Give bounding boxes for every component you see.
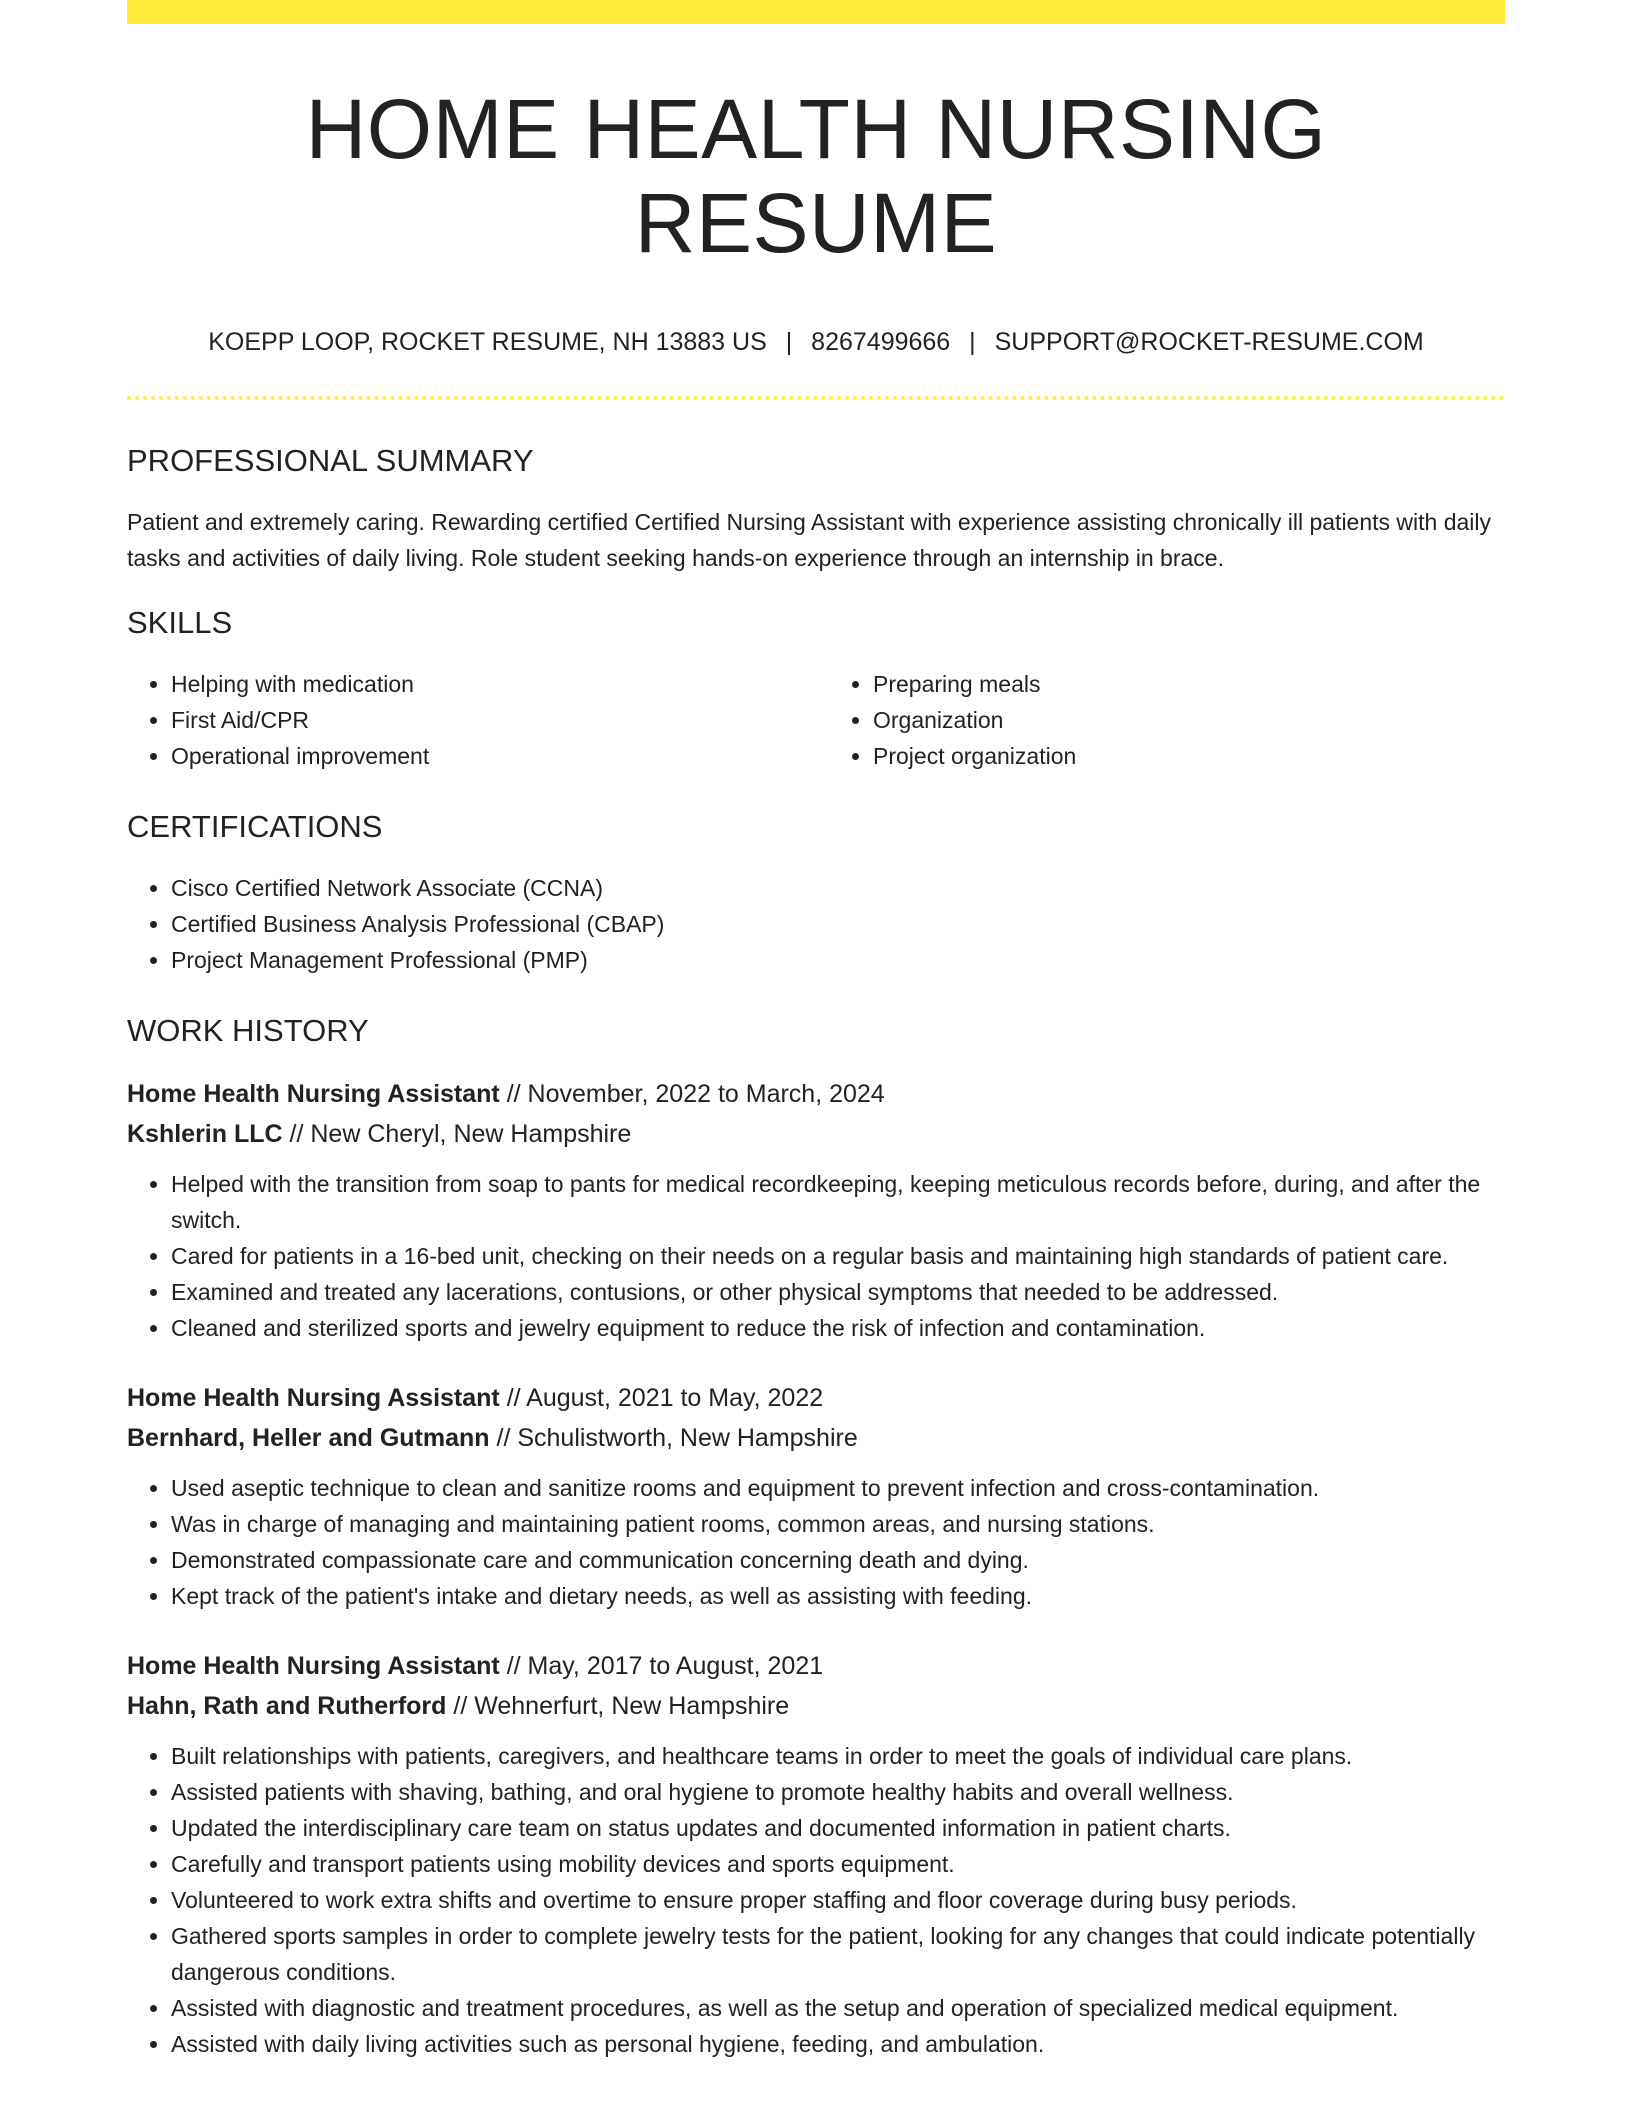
job-location: // Schulistworth, New Hampshire: [489, 1424, 858, 1452]
job-dates: // August, 2021 to May, 2022: [499, 1384, 824, 1412]
skill-item: • Helping with medication: [171, 666, 803, 702]
job-location: // Wehnerfurt, New Hampshire: [446, 1692, 790, 1720]
job-bullets: [127, 1738, 1505, 2062]
job-title-line: [127, 1074, 1505, 1114]
job-bullet: • Assisted with daily living activities such as personal hygiene, feeding, and ambulation.: [171, 2026, 1505, 2062]
contact-separator: |: [785, 328, 793, 356]
job-bullet: • Was in charge of managing and maintaining patient rooms, common areas, and nursing stations.: [171, 1506, 1505, 1542]
work-history-section: [127, 1012, 1505, 2062]
job-bullet: • Demonstrated compassionate care and communication concerning death and dying.: [171, 1542, 1505, 1578]
contact-separator: |: [969, 328, 976, 356]
skill-item: • First Aid/CPR: [171, 702, 803, 738]
contact-line: [127, 326, 1505, 358]
section-title-summary: PROFESSIONAL SUMMARY: [127, 443, 534, 478]
job-role: Home Health Nursing Assistant: [127, 1652, 500, 1680]
job-bullet: • Used aseptic technique to clean and sanitize rooms and equipment to prevent infection and cross-contamination.: [171, 1470, 1505, 1506]
job-bullet: • Cleaned and sterilized sports and jewelry equipment to reduce the risk of infection and contamination.: [171, 1310, 1505, 1346]
job-company-line: [127, 1686, 1505, 1726]
job-title-line: [127, 1646, 1505, 1686]
job-bullets: [127, 1166, 1505, 1346]
contact-phone: 8267499666: [811, 328, 951, 356]
job-bullet: • Assisted with diagnostic and treatment procedures, as well as the setup and operation of specialized medical equipment.: [171, 1990, 1505, 2026]
job-bullet: • Assisted patients with shaving, bathing, and oral hygiene to promote healthy habits and overall wellness.: [171, 1774, 1505, 1810]
resume-title: HOME HEALTH NURSING RESUME: [305, 82, 1327, 270]
job-bullet: • Carefully and transport patients using mobility devices and sports equipment.: [171, 1846, 1505, 1882]
certifications-section: [127, 808, 1505, 978]
job-bullet: • Examined and treated any lacerations, contusions, or other physical symptoms that needed to be addressed.: [171, 1274, 1505, 1310]
job-bullet: • Built relationships with patients, caregivers, and healthcare teams in order to meet the goals of individual care plans.: [171, 1738, 1505, 1774]
job-dates: // May, 2017 to August, 2021: [499, 1652, 824, 1680]
skills-column-left: [127, 666, 803, 774]
professional-summary-section: [127, 442, 1505, 576]
job-role: Home Health Nursing Assistant: [127, 1080, 500, 1108]
job-company: Hahn, Rath and Rutherford: [127, 1692, 447, 1720]
job-entry-3: [127, 1646, 1505, 2062]
job-bullet: • Kept track of the patient's intake and dietary needs, as well as assisting with feeding.: [171, 1578, 1505, 1614]
dotted-divider: [127, 396, 1505, 400]
certification-item: • Project Management Professional (PMP): [171, 942, 1505, 978]
skill-item: • Organization: [873, 702, 1505, 738]
job-bullet: • Helped with the transition from soap to pants for medical recordkeeping, keeping meticulous records before, during, and after the switch.: [171, 1166, 1505, 1238]
job-entry-1: [127, 1074, 1505, 1346]
job-company-line: [127, 1418, 1505, 1458]
job-bullets: [127, 1470, 1505, 1614]
skills-section: [127, 604, 1505, 774]
summary-text: Patient and extremely caring. Rewarding certified Certified Nursing Assistant with experience assisting chronically ill patients with daily tasks and activities of daily living. Role student seeking hands-on experience through an internship in brace.: [127, 509, 1492, 571]
certifications-list: [127, 870, 1505, 978]
contact-address: KOEPP LOOP, ROCKET RESUME, NH 13883 US: [208, 328, 767, 356]
skill-item: • Operational improvement: [171, 738, 803, 774]
job-bullet: • Cared for patients in a 16-bed unit, checking on their needs on a regular basis and maintaining high standards of patient care.: [171, 1238, 1505, 1274]
job-company: Kshlerin LLC: [127, 1120, 283, 1148]
skill-item: • Preparing meals: [873, 666, 1505, 702]
certification-item: • Cisco Certified Network Associate (CCNA): [171, 870, 1505, 906]
section-title-work-history: WORK HISTORY: [127, 1013, 369, 1048]
skill-item: • Project organization: [873, 738, 1505, 774]
job-bullet: • Gathered sports samples in order to complete jewelry tests for the patient, looking for any changes that could indicate potentially dangerous conditions.: [171, 1918, 1505, 1990]
job-company-line: [127, 1114, 1505, 1154]
top-accent-bar: [127, 0, 1505, 24]
section-title-certifications: CERTIFICATIONS: [127, 809, 383, 844]
job-dates: // November, 2022 to March, 2024: [499, 1080, 885, 1108]
section-title-skills: SKILLS: [127, 605, 233, 640]
job-bullet: • Updated the interdisciplinary care team on status updates and documented information in patient charts.: [171, 1810, 1505, 1846]
job-entry-2: [127, 1378, 1505, 1614]
job-bullet: • Volunteered to work extra shifts and overtime to ensure proper staffing and floor coverage during busy periods.: [171, 1882, 1505, 1918]
skills-list: [127, 666, 1505, 774]
job-title-line: [127, 1378, 1505, 1418]
skills-column-right: [829, 666, 1505, 774]
job-location: // New Cheryl, New Hampshire: [282, 1120, 632, 1148]
contact-email: SUPPORT@ROCKET-RESUME.COM: [994, 328, 1424, 356]
job-company: Bernhard, Heller and Gutmann: [127, 1424, 490, 1452]
job-role: Home Health Nursing Assistant: [127, 1384, 500, 1412]
certification-item: • Certified Business Analysis Professional (CBAP): [171, 906, 1505, 942]
